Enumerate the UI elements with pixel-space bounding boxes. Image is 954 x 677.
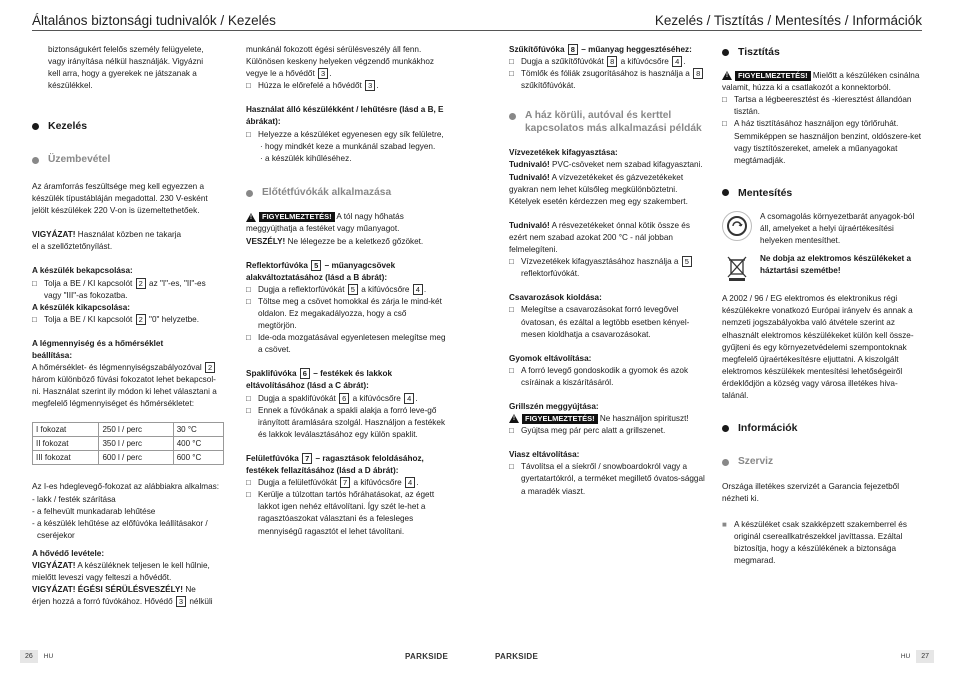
subsection-heading-szerviz: Szerviz	[722, 456, 922, 469]
procedure-heading: A légmennyiség és a hőmérséklet	[32, 338, 164, 348]
list-item: □ Helyezze a készüléket egyenesen egy sík felületre,	[246, 129, 444, 139]
language-code: HU	[900, 653, 911, 660]
vigyazat-note: VIGYÁZAT! Használat közben ne takarja	[32, 230, 182, 240]
page-number: 26	[20, 650, 38, 663]
procedure-heading: A készülék bekapcsolása:	[32, 266, 133, 276]
list-item: □ Dugja a felületfúvókát 7 a kifúvócsőre 4 .	[246, 478, 419, 488]
section-heading-mentesites: Mentesítés	[722, 187, 922, 199]
warning-triangle-icon: ! FIGYELMEZTETÉS!	[722, 71, 811, 81]
warning-note: ! FIGYELMEZTETÉS! A tól nagy hőhatás	[246, 211, 446, 223]
list-item: □ Töltse meg a csövet homokkal és zárja le mind-két oldalon. Ez megakadályozza, hogy a cső megtörjön.	[246, 296, 442, 331]
list-item: □ Kerülje a túlzottan tartós hőráhatásokat, az égett lakkot igen nehéz eltávolítani. Így szét le-het a ragasztóaszokat választani és a felesleges mennyiségű ragasztót el lehet távolítani.	[246, 490, 435, 536]
list-item: □ Melegítse a csavarozásokat forró levegővel óvatosan, és ezáltal a legtöbb esetben kényel-mesen kioldhatja a csavarozásokat.	[509, 305, 690, 339]
list-item: □ A forró levegő gondoskodik a gyomok és azok csíráinak a kiszárításáról.	[509, 365, 689, 387]
bullet-dot	[722, 189, 729, 196]
subsection-heading-elotetfuvokak: Előtétfúvókák alkalmazása	[246, 187, 446, 200]
list-item: □ Távolítsa el a síekről / snowboardokról vagy a gyertatartókról, a terméket megillető óvatos-sággal a maradék viaszt.	[509, 462, 705, 496]
bullet-dot	[722, 49, 729, 56]
brand-logo: PARKSIDE	[495, 652, 539, 661]
warning-note: ! FIGYELMEZTETÉS! Mielőtt a készüléken csinálna valamit, húzza ki a csatlakozót a konnektorból.	[722, 70, 920, 93]
header-rule	[32, 30, 477, 31]
bullet-dot	[246, 190, 253, 197]
warning-note: ! FIGYELMEZTETÉS! Ne használjon spirituszt!	[509, 413, 705, 425]
procedure-heading: Vízvezetékek kifagyasztása:	[509, 148, 618, 158]
section-heading-tisztitas: Tisztítás	[722, 46, 922, 58]
list-item: □ Dugja a reflektorfúvókát 5 a kifúvócsőre 4 .	[246, 284, 427, 294]
list-item: □ Ennek a fúvókának a spakli alakja a forró leve-gő irányított áramlására szolgál. Használjon a festékek és lakkok leválasztásához egy külön spaklit.	[246, 405, 446, 439]
procedure-heading: Reflektorfúvóka 5 – műanyagcsövek alakváltoztatásához (lásd a B ábrát):	[246, 260, 396, 282]
procedure-heading: Szűkítőfúvóka 8 – műanyag heggesztéséhez:	[509, 45, 692, 54]
procedure-heading: Csavarozások kioldása:	[509, 293, 602, 303]
right-page-header: Kezelés / Tisztítás / Mentesítés / Információk	[654, 13, 922, 28]
subsection-heading-haz: A ház körüli, autóval és kerttel kapcsolatos más alkalmazási példák	[509, 110, 705, 135]
bullet-dot	[509, 113, 516, 120]
bullet-dot	[722, 459, 729, 466]
left-page-header: Általános biztonsági tudnivalók / Kezelés	[32, 13, 276, 28]
intro-line: készülékkel.	[48, 81, 93, 91]
column-3: Szűkítőfúvóka 8 – műanyag heggesztéséhez: □ Dugja a szűkítőfúvókát 8 a kifúvócsőre 4 . □ Tömlők és fóliák zsugorításához is használja a 8 szűkítőfúvókát. A ház körüli, autóval és kerttel kapcsolatos más alkalmazási példák Vízvezetékek kifagyasztása: Tudnivaló! PVC-csöveket nem szabad kifagyasztani. Tudnivaló! A vízvezetékeket és gázvezetékeket gyakran nem lehet külsőleg megkülönböztetni. Kételyek esetén kérdezzen meg egy szakembert. Tudnivaló! A résvezetékeket ónnal kötik össze és ezért nem szabad azokat 200 °C - nál jobban felmelegíteni. □ Vízvezetékek kifagyasztásához használja a 5 reflektorfúvókát. Csavarozások kioldása: □ Melegítse a csavarozásokat forró levegővel óvatosan, és ezáltal a legtöbb esetben kényel-mesen kioldhatja a csavarozásokat. Gyomok eltávolítása: □ A forró levegő gondoskodik a gyomok és azok csíráinak a kiszárításáról. Grillszén meggyújtása: ! FIGYELMEZTETÉS! Ne használjon spirituszt! □ Gyújtsa meg pár perc alatt a grillszenet. Viasz eltávolítása: □ Távolítsa el a síekről / snowboardokról vagy a gyertatartókról, a terméket megillető óvatos-sággal a maradék viaszt.	[509, 44, 705, 498]
paragraph-line: készülék típustábláján megadottal. 230 V-esként	[32, 194, 208, 204]
bullet-dot	[722, 425, 729, 432]
recycle-icon	[722, 211, 752, 241]
right-footer	[901, 650, 934, 663]
page-number: 27	[916, 650, 934, 663]
column-2: munkánál fokozott égési sérülésveszély áll fenn. Különösen keskeny helyeken végzendő munkákhoz vegye le a hővédőt 3 . □ Húzza le előrefelé a hővédőt 3 . Használat álló készülékként / lehűtésre (lásd a B, E ábrákat): □ Helyezze a készüléket egyenesen egy sík felületre, · hogy mindkét keze a munkánál szabad legyen. · a készülék kihűléséhez. Előtétfúvókák alkalmazása ! FIGYELMEZTETÉS! A tól nagy hőhatás meggyújthatja a festéket vagy műanyagot. VESZÉLY! Ne lélegezze be a keletkező gőzöket. Reflektorfúvóka 5 – műanyagcsövek alakváltoztatásához (lásd a B ábrát): □ Dugja a reflektorfúvókát 5 a kifúvócsőre 4 . □ Töltse meg a csövet homokkal és zárja le mind-két oldalon. Ez megakadályozza, hogy a cső megtörjön. □ Ide-oda mozgatásával egyenletesen melegítse meg a csövet. Spaklifúvóka 6 – festékek és lakkok eltávolításához (lásd a C ábrát): □ Dugja a spaklifúvókát 6 a kifúvócsőre 4 . □ Ennek a fúvókának a spakli alakja a forró leve-gő irányított áramlására szolgál. Használjon a festékek és lakkok leválasztásához egy külön spaklit. Felületfúvóka 7 – ragasztások feloldásához, festékek fellazításához (lásd a D ábrát): □ Dugja a felületfúvókát 7 a kifúvócsőre 4 . □ Kerülje a túlzottan tartós hőráhatásokat, az égett lakkot igen nehéz eltávolítani. Így szét le-het a ragasztóaszokat választani és a felesleges mennyiségű ragasztót el lehet távolítani.	[246, 44, 446, 538]
intro-line: vagy irányítása nélkül használják. Vigyázni	[48, 57, 204, 67]
language-code: HU	[43, 653, 54, 660]
list-item: □ A ház tisztításához használjon egy törlőruhát. Semmiképpen se használjon benzint, oldószere-ket vagy tisztítószereket, amelek a műanyagokat megtámadják.	[722, 119, 922, 165]
warning-triangle-icon: ! FIGYELMEZTETÉS!	[246, 212, 335, 222]
intro-line: biztonságukért felelős személy felügyelete,	[48, 45, 204, 54]
procedure-heading: Spaklifúvóka 6 – festékek és lakkok eltávolításához (lásd a C ábrát):	[246, 369, 392, 391]
list-item: ■ A készüléket csak szakképzett szakemberrel és originál csereallkatrészekkel javíttassa. Ezáltal biztosítja, hogy a készülékének a biztonsága megmarad.	[722, 519, 907, 566]
procedure-heading: A hővédő levétele:	[32, 548, 105, 558]
paragraph-line: Az áramforrás feszültsége meg kell egyezzen a	[32, 181, 205, 191]
list-item: □ Gyújtsa meg pár perc alatt a grillszenet.	[509, 426, 666, 436]
brand-logo: PARKSIDE	[405, 652, 449, 661]
table-row: II fokozat 350 l / perc 400 °C	[33, 437, 224, 451]
procedure-heading: Gyomok eltávolítása:	[509, 353, 592, 363]
settings-table	[32, 422, 224, 465]
header-rule	[477, 30, 922, 31]
procedure-heading: Viasz eltávolítása:	[509, 450, 580, 460]
subsection-heading-uzembevetel: Üzembevétel	[32, 154, 230, 167]
procedure-heading: Használat álló készülékként / lehűtésre (lásd a B, E ábrákat):	[246, 105, 444, 127]
intro-line: kell arra, hogy a gyerekek ne játszanak a	[48, 69, 197, 79]
paragraph-line: jelölt készülékek 220 V-on is üzemeltethetőek.	[32, 206, 200, 216]
procedure-heading: Grillszén meggyújtása:	[509, 401, 599, 411]
table-row: I fokozat 250 l / perc 30 °C	[33, 423, 224, 437]
procedure-heading: A készülék kikapcsolása:	[32, 302, 131, 312]
list-item: □ Tartsa a légbeeresztést és -kieresztést állandóan tisztán.	[722, 95, 912, 117]
procedure-heading: Felületfúvóka 7 – ragasztások feloldásához, festékek fellazításához (lásd a D ábrát):	[246, 453, 424, 476]
list-item: □ Dugja a szűkítőfúvókát 8 a kifúvócsőre 4 .	[509, 57, 686, 67]
table-row: III fokozat 600 l / perc 600 °C	[33, 451, 224, 465]
list-item: □ Tolja a BE / KI kapcsolót 2 "0" helyzetbe.	[32, 314, 199, 324]
left-footer	[20, 650, 53, 663]
list-item: □ Húzza le előrefelé a hővédőt 3 .	[246, 81, 379, 91]
list-item: □ Tömlők és fóliák zsugorításához is használja a 8 szűkítőfúvókát.	[509, 68, 705, 92]
list-item: □ Vízvezetékek kifagyasztásához használja a 5 reflektorfúvókát.	[509, 256, 705, 280]
list-item: □ Dugja a spaklifúvókát 6 a kifúvócsőre 4 .	[246, 393, 418, 403]
section-heading-kezeles: Kezelés	[32, 120, 230, 132]
bullet-dot	[32, 157, 39, 164]
crossed-bin-icon	[722, 253, 752, 283]
section-heading-informaciok: Információk	[722, 422, 922, 434]
list-item: □ Ide-oda mozgatásával egyenletesen melegítse meg a csövet.	[246, 333, 446, 355]
list-item: □ Tolja a BE / KI kapcsolót 2 az "I"-es, "II"-es vagy "III"-as fokozatba.	[32, 278, 206, 300]
right-page	[477, 0, 954, 677]
bullet-dot	[32, 123, 39, 130]
warning-triangle-icon: ! FIGYELMEZTETÉS!	[509, 414, 598, 424]
column-1: biztonságukért felelős személy felügyelete, vagy irányítása nélkül használják. Vigyázni kell arra, hogy a gyerekek ne játszanak a készülékkel. Kezelés Üzembevétel Az áramforrás feszültsége meg kell egyezzen a készülék típustábláján megadottal. 230 V-esként jelölt készülékek 220 V-on is üzemeltethetőek. VIGYÁZAT! Használat közben ne takarja el a szellőztetőnyílást. A készülék bekapcsolása: □ Tolja a BE / KI kapcsolót 2 az "I"-es, "II"-es vagy "III"-as fokozatba. A készülék kikapcsolása: □ Tolja a BE / KI kapcsolót 2 "0" helyzetbe. A légmennyiség és a hőmérséklet beállítása: A hőmérséklet- és légmennyiségszabályozóval 2 három különböző fúvási fokozatot lehet bekapcsol- ni. Használat szerint ily módon ki lehet választani a megfelelő légmennyiséget és hőmérsékletet: I fokozat 250 l / perc 30 °C II fokozat 350 l / perc 400 °C III fokozat 600 l / perc 600 °C Az I-es hdeglevegő-fokozat az alábbiakra alkalmas: - lakk / festék szárítása - a felhevült munkadarab lehűtése - a készülék lehűtése az előfúvóka leállításakor / cseréjekor A hővédő levétele: VIGYÁZAT! A készüléknek teljesen le kell hűlnie, mielőtt leveszi vagy felteszi a hővédőt. VIGYÁZAT! ÉGÉSI SÉRÜLÉSVESZÉLY! Ne érjen hozzá a forró fúvókához. Hővédő 3 nélküli	[32, 44, 230, 608]
column-4: Tisztítás ! FIGYELMEZTETÉS! Mielőtt a készüléken csinálna valamit, húzza ki a csatlakozót a konnektorból. □ Tartsa a légbeeresztést és -kieresztést állandóan tisztán. □ A ház tisztításához használjon egy törlőruhát. Semmiképpen se használjon benzint, oldószere-ket vagy tisztítószereket, amelek a műanyagokat megtámadják. Mentesítés A csomagolás környezetbarát anyagok-ból áll, amelyeket a helyi újraértékesítési helyeken mentesíthet. Ne dobja az elektromos készülékeket a háztartási szemétbe! A 2002 / 96 / EG elektromos és elektronikus régi készülékekre vonatkozó Európai irányelv és annak a nemzeti jogszabályokba való átvétele szerint az elhasznált elektromos készülékeket külön kell össze-gyűjteni és egy környezetvédelemi szempontoknak megfelelő újraértékesítésre eljuttatni. A kiszolgált elektromos készülékek mentesítési lehetőségeiről érdeklődjön a község vagy városa illetékes hiva-talánál. Információk Szerviz Országa illetékes szervizét a Garancia fejezetből nézheti ki. ■ A készüléket csak szakképzett szakemberrel és originál csereallkatrészekkel javíttassa. Ezáltal biztosítja, hogy a készülékének a biztonsága megmarad.	[722, 44, 922, 567]
